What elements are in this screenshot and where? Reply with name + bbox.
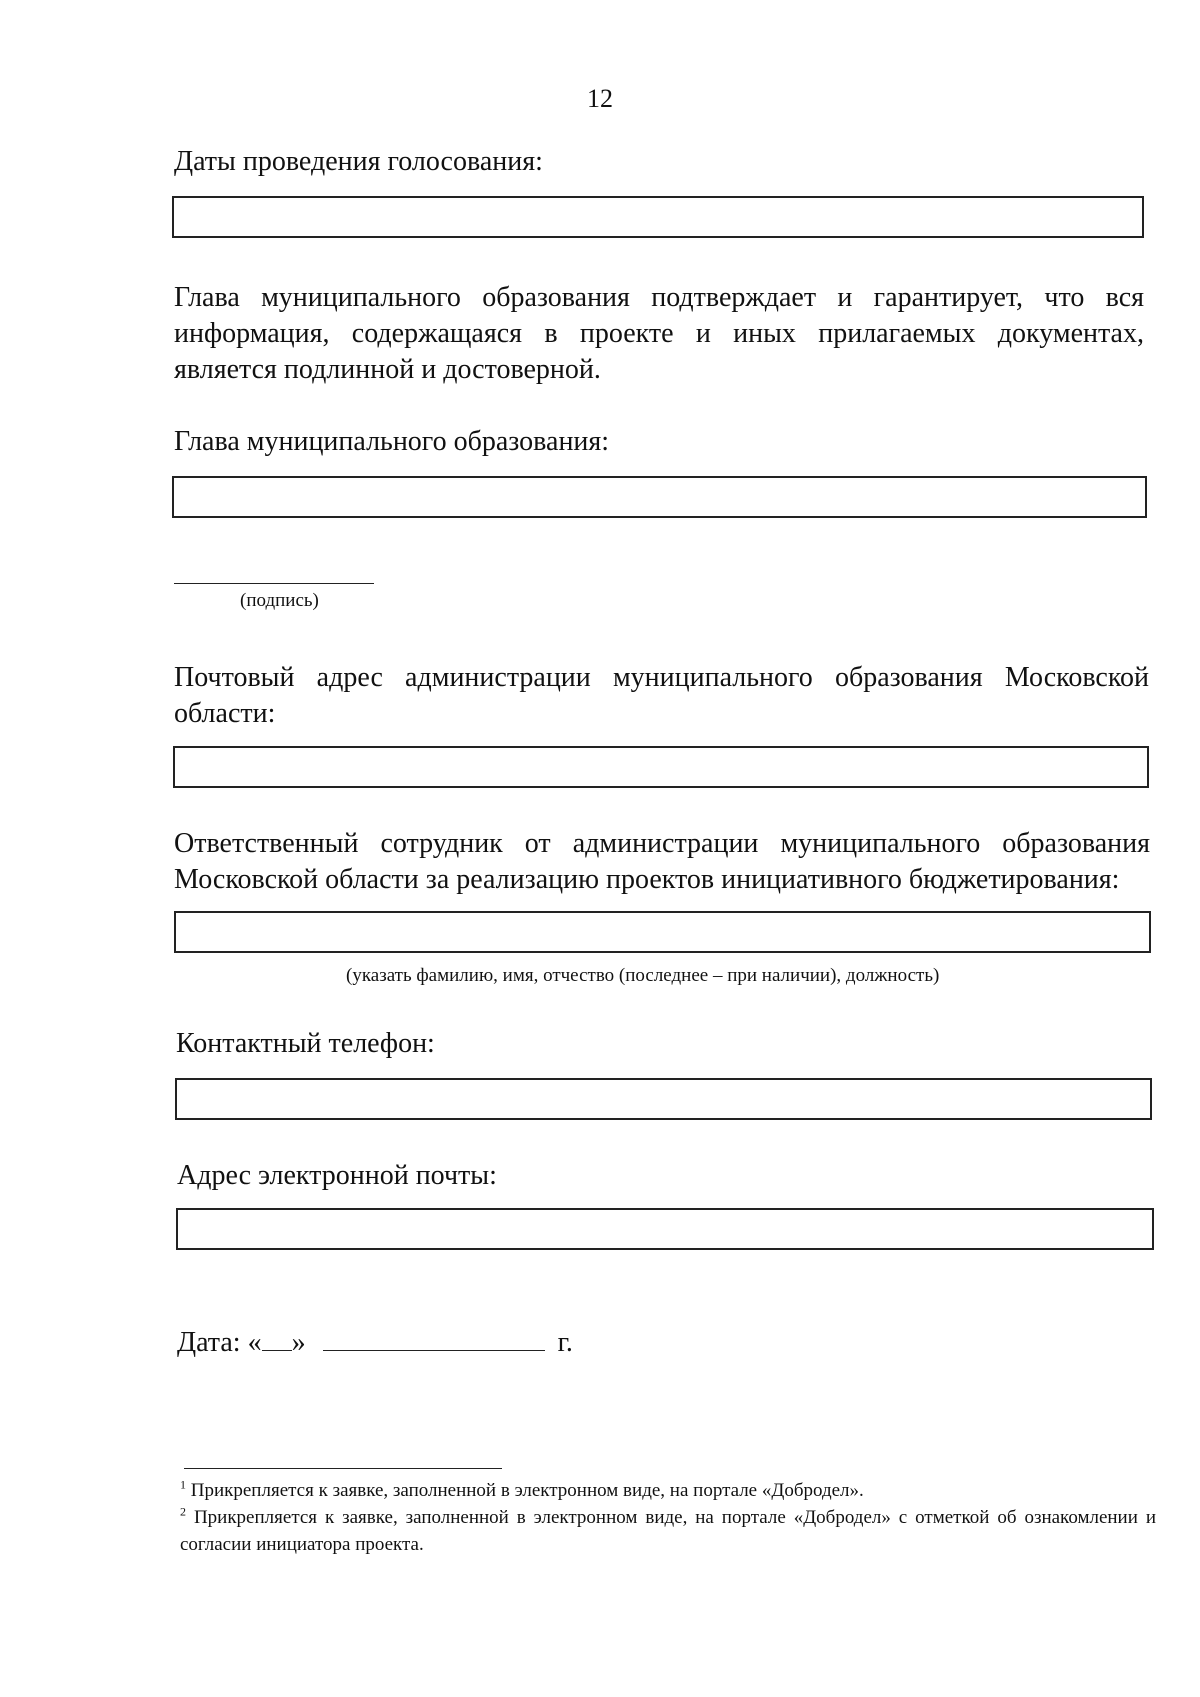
date-middle: » xyxy=(291,1327,306,1358)
date-suffix: г. xyxy=(557,1327,573,1358)
postal-address-label: Почтовый адрес администрации муниципального образования Московской области: xyxy=(174,662,1149,729)
page-number: 12 xyxy=(587,84,613,113)
responsible-hint: (указать фамилию, имя, отчество (последнее – при наличии), должность) xyxy=(346,965,940,986)
signature-line[interactable] xyxy=(174,583,374,584)
phone-field[interactable] xyxy=(175,1078,1152,1120)
confirmation-paragraph: Глава муниципального образования подтверждает и гарантирует, что вся информация, содержащаяся в проекте и иных прилагаемых документах, является подлинной и достоверной. xyxy=(174,282,1144,385)
date-month-blank[interactable] xyxy=(323,1326,545,1351)
responsible-field[interactable] xyxy=(174,911,1151,953)
email-field[interactable] xyxy=(176,1208,1154,1250)
voting-dates-field[interactable] xyxy=(172,196,1144,238)
date-prefix: Дата: « xyxy=(177,1327,262,1358)
head-label: Глава муниципального образования: xyxy=(174,426,610,457)
footnote-1-text: Прикрепляется к заявке, заполненной в электронном виде, на портале «Добродел». xyxy=(190,1480,864,1501)
footnote-1-number: 1 xyxy=(180,1477,186,1492)
voting-dates-label: Даты проведения голосования: xyxy=(174,146,543,177)
head-name-field[interactable] xyxy=(172,476,1147,518)
date-day-blank[interactable] xyxy=(262,1326,292,1351)
date-line xyxy=(177,1325,573,1361)
footnote-2-text: Прикрепляется к заявке, заполненной в электронном виде, на портале «Добродел» с отметкой об ознакомлении и согласии инициатора проекта. xyxy=(180,1507,1156,1555)
email-label: Адрес электронной почты: xyxy=(177,1160,497,1191)
footnote-1 xyxy=(180,1477,1156,1504)
responsible-label: Ответственный сотрудник от администрации муниципального образования Московской области за реализацию проектов инициативного бюджетирования: xyxy=(174,828,1150,895)
signature-caption: (подпись) xyxy=(240,590,319,611)
footnote-separator xyxy=(184,1468,502,1469)
footnote-2-number: 2 xyxy=(180,1504,186,1519)
footnote-2 xyxy=(180,1504,1156,1558)
phone-label: Контактный телефон: xyxy=(176,1028,435,1059)
postal-address-field[interactable] xyxy=(173,746,1149,788)
